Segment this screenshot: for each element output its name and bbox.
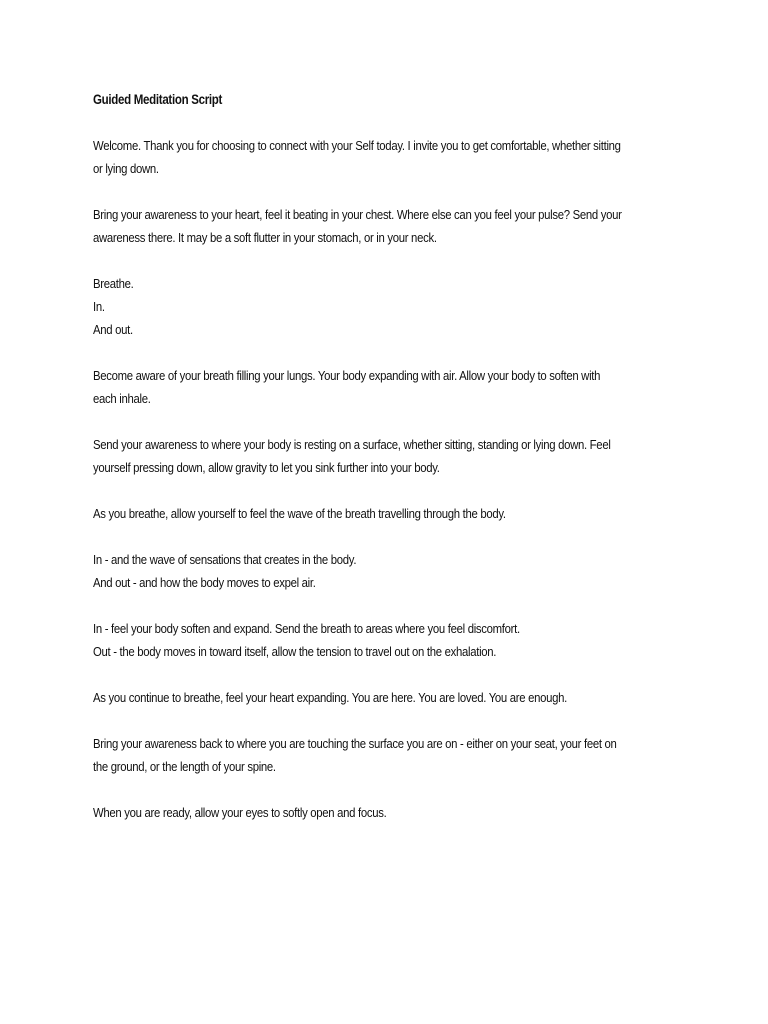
- paragraph-line: Welcome. Thank you for choosing to connect with your Self today. I invite you to get comfortable, whether sitting: [93, 138, 621, 153]
- paragraph: [93, 617, 678, 663]
- paragraph-line: Become aware of your breath filling your lungs. Your body expanding with air. Allow your body to soften with: [93, 368, 601, 383]
- paragraph-line: Bring your awareness back to where you are touching the surface you are on - either on your seat, your feet on: [93, 736, 617, 751]
- paragraph: [93, 732, 678, 778]
- paragraph: [93, 134, 678, 180]
- paragraph: [93, 272, 678, 341]
- paragraph-line: Send your awareness to where your body is resting on a surface, whether sitting, standing or lying down. Feel: [93, 437, 611, 452]
- paragraph-line: When you are ready, allow your eyes to softly open and focus.: [93, 805, 387, 820]
- paragraph-line: yourself pressing down, allow gravity to let you sink further into your body.: [93, 460, 440, 475]
- paragraph-line: Breathe.: [93, 276, 134, 291]
- paragraph-list: [93, 134, 678, 824]
- paragraph-line: And out.: [93, 322, 133, 337]
- paragraph: [93, 203, 678, 249]
- paragraph-line: As you breathe, allow yourself to feel the wave of the breath travelling through the body.: [93, 506, 506, 521]
- paragraph-line: In.: [93, 299, 105, 314]
- paragraph: [93, 433, 678, 479]
- paragraph: [93, 801, 678, 824]
- paragraph-line: Bring your awareness to your heart, feel it beating in your chest. Where else can you feel your pulse? Send your: [93, 207, 622, 222]
- paragraph-line: In - feel your body soften and expand. Send the breath to areas where you feel discomfort.: [93, 621, 520, 636]
- paragraph-line: As you continue to breathe, feel your heart expanding. You are here. You are loved. You are enough.: [93, 690, 568, 705]
- paragraph-line: Out - the body moves in toward itself, allow the tension to travel out on the exhalation.: [93, 644, 497, 659]
- paragraph: [93, 686, 678, 709]
- paragraph-line: or lying down.: [93, 161, 159, 176]
- document-body: [93, 88, 678, 847]
- paragraph-line: And out - and how the body moves to expel air.: [93, 575, 316, 590]
- paragraph-line: In - and the wave of sensations that creates in the body.: [93, 552, 357, 567]
- paragraph-line: the ground, or the length of your spine.: [93, 759, 276, 774]
- paragraph-line: awareness there. It may be a soft flutter in your stomach, or in your neck.: [93, 230, 437, 245]
- paragraph: [93, 502, 678, 525]
- paragraph: [93, 364, 678, 410]
- paragraph-line: each inhale.: [93, 391, 151, 406]
- document-title: Guided Meditation Script: [93, 92, 223, 107]
- paragraph: [93, 548, 678, 594]
